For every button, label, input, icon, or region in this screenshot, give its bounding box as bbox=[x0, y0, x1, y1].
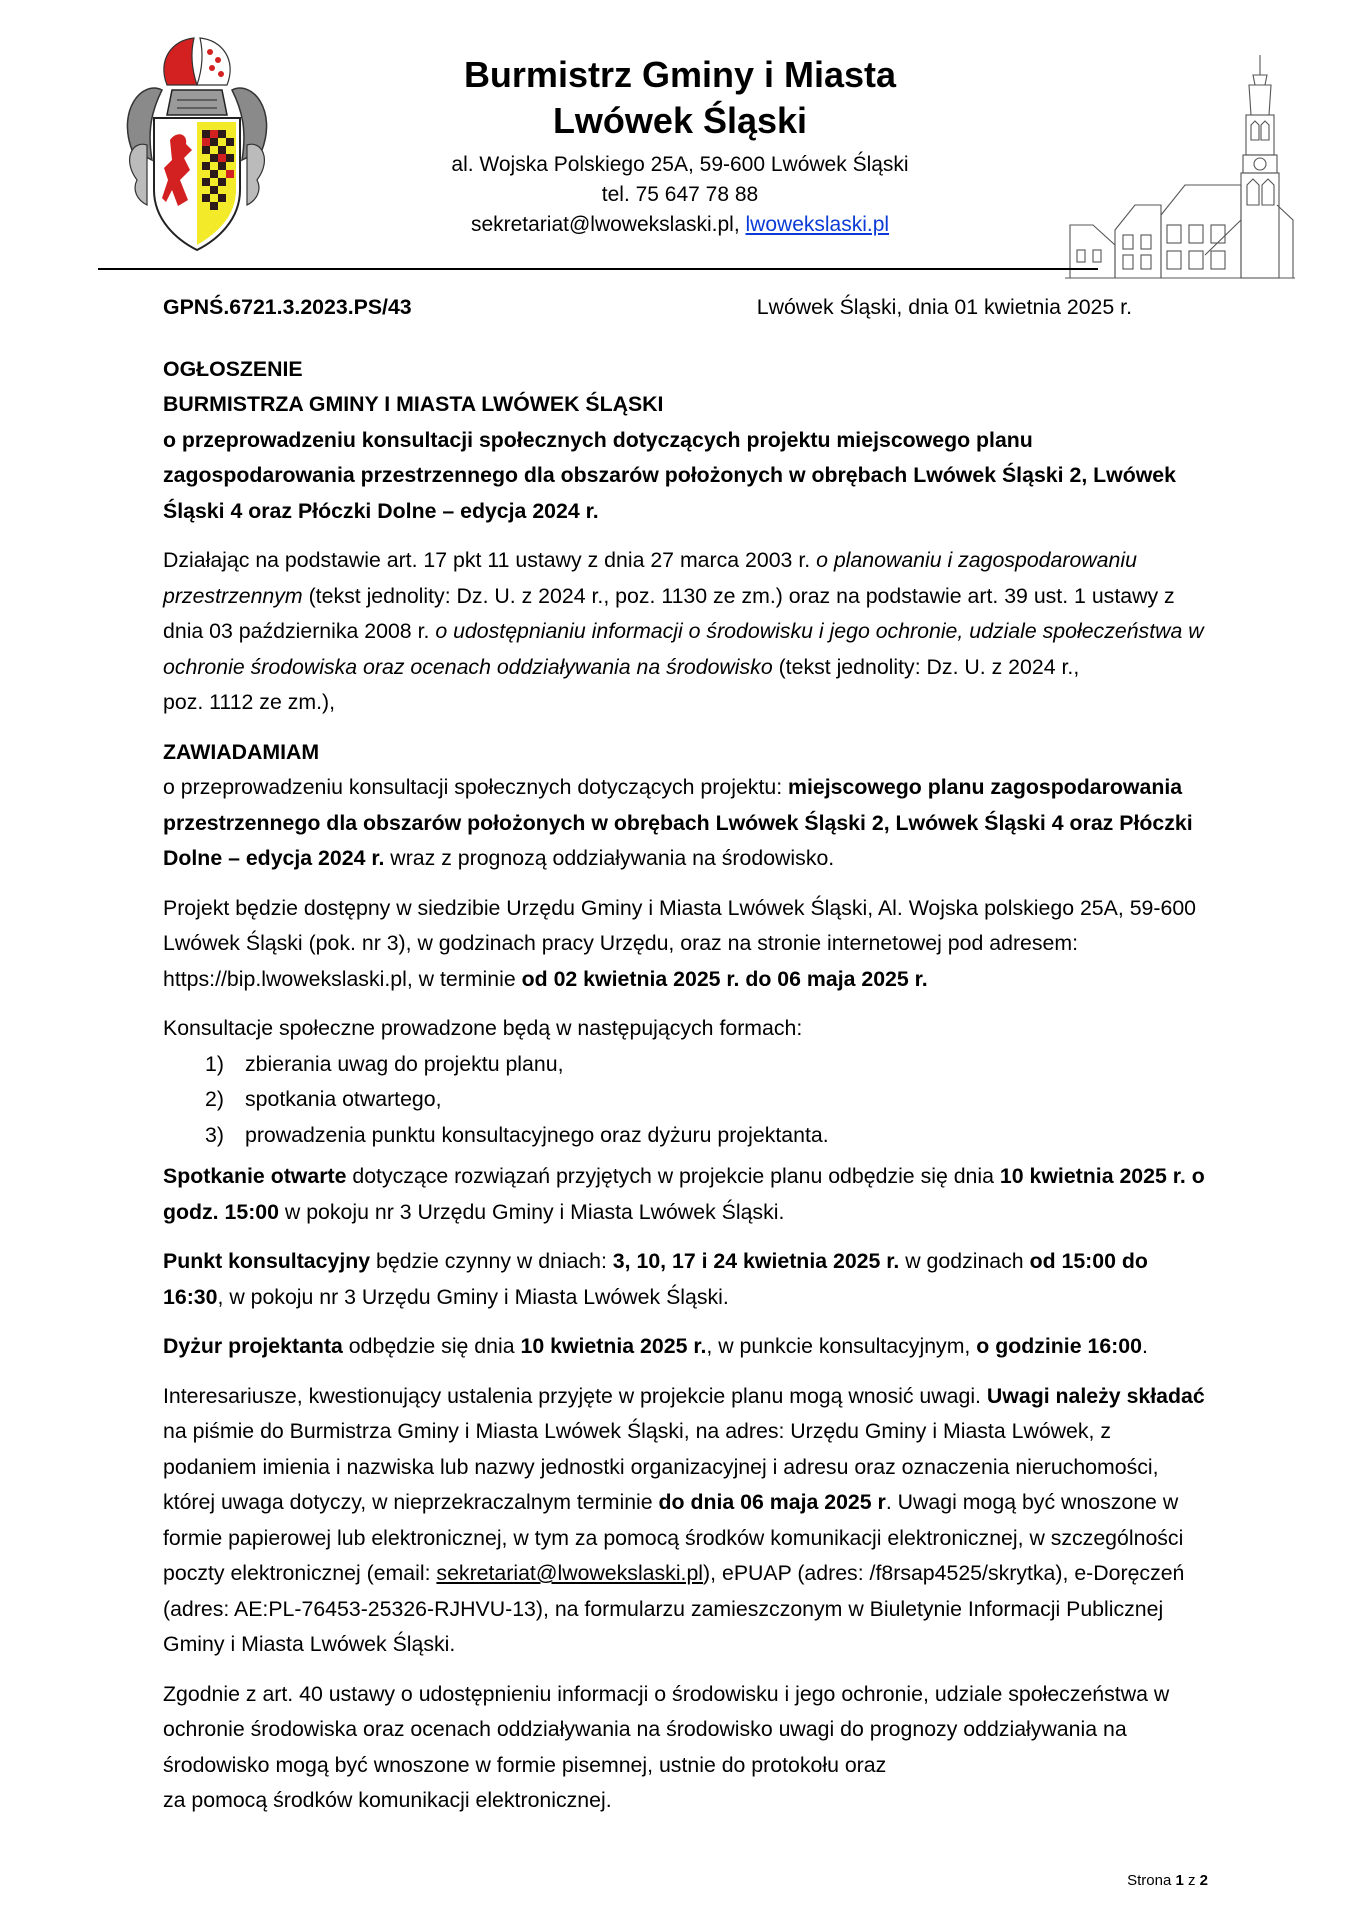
text-span: będzie czynny w dniach: bbox=[370, 1249, 613, 1273]
label: Punkt konsultacyjny bbox=[163, 1249, 371, 1273]
list-number: 2) bbox=[205, 1087, 224, 1111]
act-title: o udostępnianiu informacji o środowisku i jego ochronie, udziale społeczeństwa w ochronie środowiska oraz ocenach oddziaływania na środowisko bbox=[163, 619, 1204, 679]
office-contact-line bbox=[330, 210, 1030, 240]
label: Spotkanie otwarte bbox=[163, 1164, 347, 1188]
zawiadamiam-heading: ZAWIADAMIAM bbox=[163, 739, 320, 764]
text-span: wraz z prognozą oddziaływania na środowisko. bbox=[384, 846, 835, 870]
text-span: (tekst jednolity: Dz. U. z 2024 r., poz. 1130 ze zm.) oraz na podstawie art. 39 ust. 1 ustawy z dnia 03 października 2008 r. bbox=[163, 583, 1175, 643]
text-span: Interesariusze, kwestionujący ustalenia przyjęte w projekcie planu mogą wnosić uwagi. bbox=[163, 1383, 987, 1408]
duty-time: o godzinie 16:00 bbox=[976, 1334, 1142, 1358]
meeting-datetime: 10 kwietnia 2025 r. o godz. 15:00 bbox=[163, 1164, 1205, 1224]
consultation-hours: od 15:00 do 16:30 bbox=[163, 1249, 1148, 1309]
page-label: Strona bbox=[1127, 1872, 1176, 1889]
deadline: do dnia 06 maja 2025 r bbox=[658, 1490, 886, 1514]
text-span: , w pokoju nr 3 Urzędu Gminy i Miasta Lwówek Śląski. bbox=[217, 1284, 729, 1309]
text-span: Projekt będzie dostępny w siedzibie Urzędu Gminy i Miasta Lwówek Śląski, Al. Wojska polskiego 25A, 59-600 Lwówek Śląski (pok. nr 3), w godzinach pracy Urzędu, oraz na stronie internetowej pod adresem: https://bip.lwowekslaski.pl, w terminie bbox=[163, 895, 1197, 991]
list-number: 1) bbox=[205, 1051, 224, 1076]
list-number: 3) bbox=[205, 1122, 224, 1147]
article-40-paragraph bbox=[163, 1677, 1208, 1819]
designer-duty-paragraph bbox=[163, 1329, 1208, 1365]
total-pages: 2 bbox=[1199, 1872, 1208, 1889]
act-title: o planowaniu i zagospodarowaniu przestrzennym bbox=[163, 548, 1137, 608]
text-span: . bbox=[1141, 1334, 1148, 1358]
duty-date: 10 kwietnia 2025 r. bbox=[520, 1334, 707, 1358]
label: Uwagi należy składać bbox=[986, 1383, 1205, 1408]
forms-intro: Konsultacje społeczne prowadzone będą w następujących formach: bbox=[163, 1016, 803, 1040]
text-span: (tekst jednolity: Dz. U. z 2024 r., bbox=[772, 654, 1080, 679]
announcement-heading bbox=[163, 352, 1208, 530]
text-span: odbędzie się dnia bbox=[342, 1334, 521, 1358]
availability-period: od 02 kwietnia 2025 r. do 06 maja 2025 r. bbox=[521, 966, 928, 991]
letterhead bbox=[330, 52, 1030, 240]
text-span: Działając na podstawie art. 17 pkt 11 ustawy z dnia 27 marca 2003 r. bbox=[163, 548, 817, 572]
page-separator: z bbox=[1183, 1872, 1200, 1889]
office-website-link[interactable]: lwowekslaski.pl bbox=[745, 213, 890, 236]
open-meeting-paragraph bbox=[163, 1159, 1208, 1230]
legal-basis-paragraph bbox=[163, 543, 1208, 721]
list-item bbox=[163, 1047, 1208, 1083]
page-number bbox=[1127, 1872, 1208, 1889]
text-span: . Uwagi mogą być wnoszone w formie papierowej lub elektronicznej, w tym za pomocą środków komunikacji elektronicznej, w szczególności poczty elektronicznej (email: bbox=[163, 1490, 1184, 1585]
town-hall-tower-icon bbox=[1065, 55, 1295, 280]
header-divider bbox=[98, 268, 1098, 270]
consultation-point-paragraph bbox=[163, 1244, 1208, 1315]
list-item bbox=[163, 1118, 1208, 1154]
text-span: dotyczące rozwiązań przyjętych w projekcie planu odbędzie się dnia bbox=[346, 1164, 1000, 1188]
text-span: , w punkcie konsultacyjnym, bbox=[706, 1334, 977, 1358]
text-span: ), ePUAP (adres: /f8rsap4525/skrytka), e-Doręczeń (adres: AE:PL-76453-25326-RJHVU-13), na formularzu zamieszczonym w Biuletynie Informacji Publicznej Gminy i Miasta Lwówek Śląski. bbox=[163, 1561, 1185, 1656]
office-email: sekretariat@lwowekslaski.pl, bbox=[470, 213, 740, 236]
text-span: na piśmie do Burmistrza Gminy i Miasta Lwówek Śląski, na adres: Urzędu Gminy i Miasta Lwówek, z podaniem imienia i nazwiska lub nazwy jednostki organizacyjnej i adresu oraz oznaczenia nieruchomości, której uwaga dotyczy, w nieprzekraczalnym terminie bbox=[163, 1419, 1159, 1514]
availability-paragraph bbox=[163, 891, 1208, 998]
office-address: al. Wojska Polskiego 25A, 59-600 Lwówek Śląski bbox=[451, 153, 909, 176]
text-span: w godzinach bbox=[899, 1249, 1030, 1273]
text-span: za pomocą środków komunikacji elektronicznej. bbox=[163, 1788, 612, 1812]
case-reference: GPNŚ.6721.3.2023.PS/43 bbox=[163, 295, 412, 319]
label: Dyżur projektanta bbox=[163, 1334, 343, 1358]
text-span: poz. 1112 ze zm.), bbox=[163, 690, 336, 714]
heading-line2: BURMISTRZA GMINY I MIASTA LWÓWEK ŚLĄSKI bbox=[163, 392, 664, 416]
office-title-line1: Burmistrz Gminy i Miasta bbox=[463, 54, 897, 95]
text-span: Zgodnie z art. 40 ustawy o udostępnieniu informacji o środowisku i jego ochronie, udziale społeczeństwa w ochronie środowiska oraz ocenach oddziaływania na środowisko uwagi do prognozy oddziaływania na środowisko mogą być wnoszone w formie pisemnej, ustnie do protokołu oraz bbox=[163, 1681, 1170, 1777]
text-span: w pokoju nr 3 Urzędu Gminy i Miasta Lwówek Śląski. bbox=[278, 1199, 785, 1224]
comments-paragraph bbox=[163, 1379, 1208, 1663]
office-title-line2: Lwówek Śląski bbox=[552, 100, 808, 141]
consultation-dates: 3, 10, 17 i 24 kwietnia 2025 r. bbox=[612, 1249, 900, 1273]
document-body bbox=[163, 290, 1208, 1819]
document-date: Lwówek Śląski, dnia 01 kwietnia 2025 r. bbox=[756, 295, 1132, 319]
reference-row bbox=[163, 290, 1208, 326]
current-page: 1 bbox=[1175, 1872, 1184, 1889]
notification-paragraph bbox=[163, 770, 1208, 877]
list-text: prowadzenia punktu konsultacyjnego oraz dyżuru projektanta. bbox=[245, 1122, 829, 1147]
heading-subject: o przeprowadzeniu konsultacji społecznych dotyczących projektu miejscowego planu zagospodarowania przestrzennego dla obszarów położonych w obrębach Lwówek Śląski 2, Lwówek Śląski 4 oraz Płóczki Dolne – edycja 2024 r. bbox=[163, 427, 1176, 523]
office-phone: tel. 75 647 78 88 bbox=[601, 183, 759, 206]
text-span: o przeprowadzeniu konsultacji społecznych dotyczących projektu: bbox=[163, 775, 789, 799]
plan-title: miejscowego planu zagospodarowania przestrzennego dla obszarów położonych w obrębach Lwówek Śląski 2, Lwówek Śląski 4 oraz Płóczki Dolne – edycja 2024 r. bbox=[163, 775, 1193, 870]
list-text: spotkania otwartego, bbox=[245, 1087, 442, 1111]
heading-line1: OGŁOSZENIE bbox=[163, 356, 303, 381]
coat-of-arms-icon bbox=[122, 30, 272, 260]
forms-list bbox=[163, 1047, 1208, 1154]
list-text: zbierania uwag do projektu planu, bbox=[245, 1051, 564, 1076]
email-link[interactable]: sekretariat@lwowekslaski.pl bbox=[436, 1561, 704, 1585]
list-item bbox=[163, 1082, 1208, 1118]
